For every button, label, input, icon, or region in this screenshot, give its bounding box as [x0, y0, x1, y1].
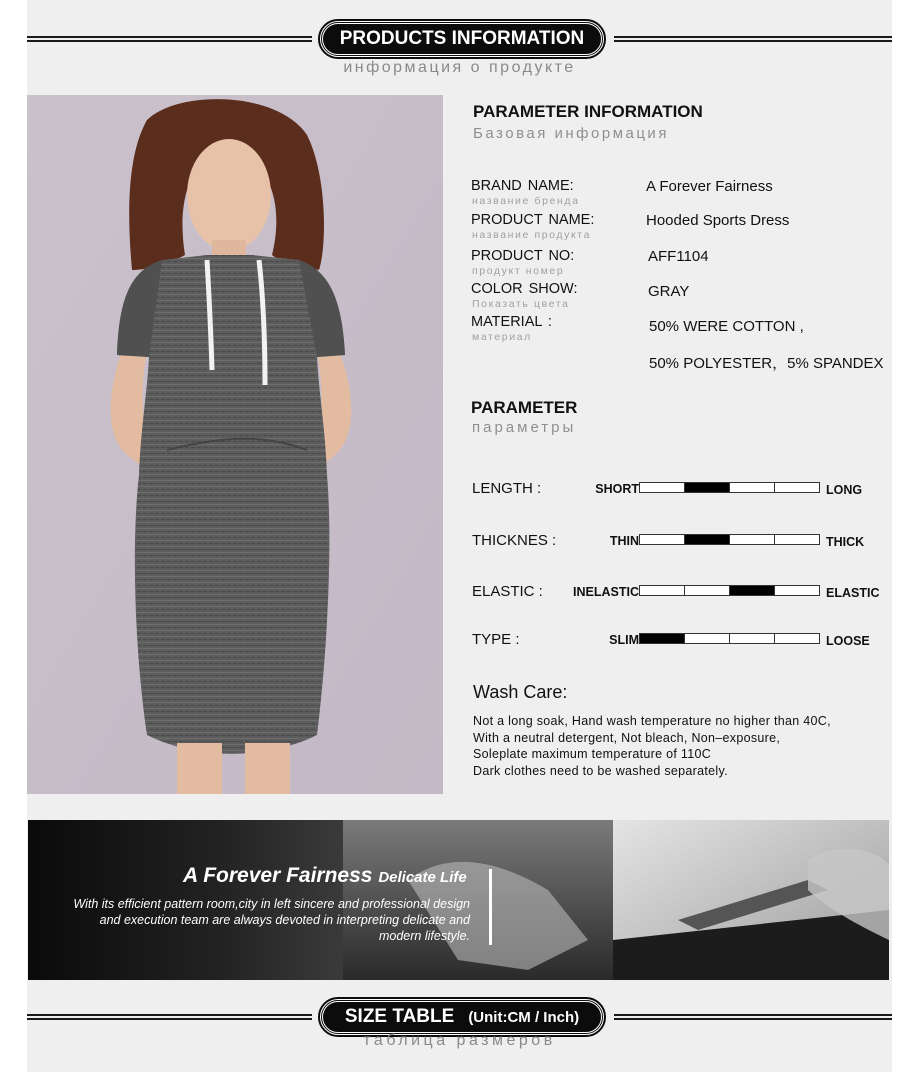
scale-segment — [730, 634, 775, 643]
size-table-unit: (Unit:CM / Inch) — [468, 1009, 580, 1026]
param-sub-label: название бренда — [472, 195, 580, 207]
banner-rule-right — [614, 1014, 892, 1020]
param-sub-label: название продукта — [472, 229, 592, 241]
size-table-subtitle: таблица размеров — [363, 1032, 556, 1049]
scale-min-label: THIN — [609, 534, 639, 548]
param-sub-label: Показать цвета — [472, 298, 570, 310]
divider-line — [489, 869, 492, 945]
parameter-title: PARAMETER — [471, 398, 578, 417]
brand-description-line: With its efficient pattern room,city in left sincere and professional design — [73, 897, 470, 911]
scale-segment — [640, 483, 685, 492]
brand-description — [73, 896, 470, 944]
parameter-subtitle: параметры — [472, 419, 577, 436]
scale-segment — [685, 634, 730, 643]
scale-segment-active — [685, 535, 730, 544]
scale-bar — [639, 585, 820, 596]
scale-max-label: LOOSE — [826, 634, 870, 648]
banner-rule-right — [614, 36, 892, 42]
brand-name: A Forever Fairness — [183, 864, 373, 887]
param-label: COLOR SHOW: — [471, 281, 578, 297]
scale-segment — [640, 535, 685, 544]
scale-label: THICKNES : — [472, 532, 557, 549]
scale-bar — [639, 482, 820, 493]
model-in-gray-hooded-dress-image — [27, 95, 443, 794]
scale-label: LENGTH : — [472, 480, 542, 497]
size-table-banner — [27, 997, 892, 1037]
scale-row — [471, 631, 891, 651]
products-info-banner — [27, 19, 892, 59]
wash-care-instructions — [473, 713, 831, 779]
scale-segment-active — [730, 586, 775, 595]
scale-segment — [730, 483, 775, 492]
banner-rule-left — [27, 36, 312, 42]
scale-max-label: THICK — [826, 535, 865, 549]
param-row-product-name — [471, 212, 891, 246]
param-value: GRAY — [648, 283, 690, 300]
param-row-brand — [471, 178, 891, 212]
scale-min-label: SLIM — [609, 633, 639, 647]
param-label: PRODUCT NO: — [471, 248, 575, 264]
size-table-label: SIZE TABLE — [344, 1006, 455, 1027]
wash-care-line: Soleplate maximum temperature of 110C — [473, 747, 712, 761]
scale-max-label: LONG — [826, 483, 863, 497]
brand-description-line: modern lifestyle. — [378, 929, 470, 943]
products-info-title: PRODUCTS INFORMATION — [320, 21, 604, 57]
scale-label: TYPE : — [472, 631, 520, 648]
param-label: BRAND NAME: — [471, 178, 574, 194]
parameter-info-subtitle: Базовая информация — [473, 125, 669, 142]
products-info-subtitle: информация о продукте — [343, 59, 576, 76]
scale-row — [471, 480, 891, 500]
scale-label: ELASTIC : — [472, 583, 543, 600]
brand-description-line: and execution team are always devoted in interpreting delicate and — [99, 913, 470, 927]
param-row-product-no — [471, 248, 891, 282]
scale-segment-active — [685, 483, 730, 492]
scale-bar — [639, 534, 820, 545]
brand-tagline: Delicate Life — [378, 869, 467, 886]
wash-care-line: Not a long soak, Hand wash temperature no higher than 40C, — [473, 714, 831, 728]
scale-min-label: INELASTIC — [573, 585, 639, 599]
product-page — [27, 0, 892, 1072]
param-label: PRODUCT NAME: — [471, 212, 595, 228]
param-row-color — [471, 281, 891, 315]
param-value: 50% WERE COTTON , — [649, 318, 804, 335]
scale-segment — [775, 483, 819, 492]
scale-segment — [730, 535, 775, 544]
param-sub-label: продукт номер — [472, 265, 565, 277]
scale-min-label: SHORT — [595, 482, 639, 496]
scale-segment — [775, 535, 819, 544]
param-value: Hooded Sports Dress — [646, 212, 790, 229]
banner-rule-left — [27, 1014, 312, 1020]
product-photo — [27, 95, 443, 794]
wash-care-line: With a neutral detergent, Not bleach, Non–exposure, — [473, 730, 781, 745]
wash-care-line: Dark clothes need to be washed separately. — [473, 763, 728, 778]
scale-segment — [775, 634, 819, 643]
wash-care-title: Wash Care: — [473, 682, 568, 702]
parameter-info-title: PARAMETER INFORMATION — [473, 102, 703, 121]
size-table-title — [320, 999, 604, 1035]
param-value-2: 50% POLYESTER，5% SPANDEX — [649, 355, 884, 372]
param-sub-label: материал — [472, 331, 532, 343]
param-value: AFF1104 — [648, 248, 709, 265]
scale-row — [471, 532, 891, 552]
scale-row — [471, 583, 891, 603]
scale-segment — [685, 586, 730, 595]
param-row-material — [471, 314, 891, 374]
param-value: A Forever Fairness — [646, 178, 773, 195]
scale-max-label: ELASTIC — [826, 586, 880, 600]
brand-strip — [28, 820, 889, 980]
scale-segment — [640, 586, 685, 595]
brand-slogan — [183, 864, 467, 888]
scale-segment-active — [640, 634, 685, 643]
param-label: MATERIAL : — [471, 314, 552, 330]
scale-bar — [639, 633, 820, 644]
scale-segment — [775, 586, 819, 595]
